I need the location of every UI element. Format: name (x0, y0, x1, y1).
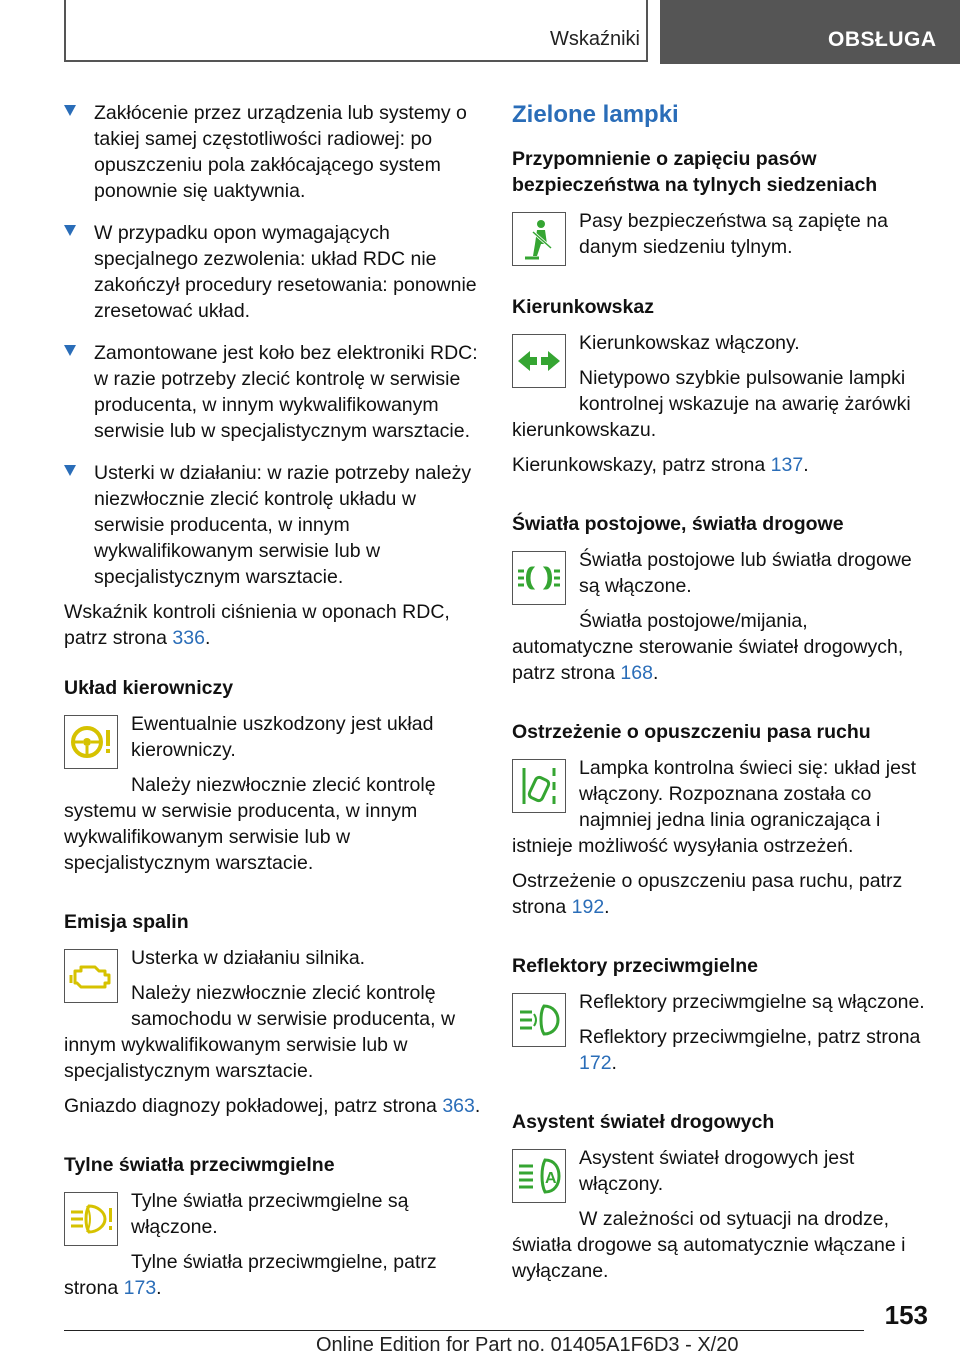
page-link[interactable]: 137 (770, 454, 804, 476)
lane-departure-icon (512, 759, 566, 813)
list-item (64, 460, 484, 590)
steering-warning-icon (64, 715, 118, 769)
chapter-tab (660, 0, 960, 64)
edition-footer: Online Edition for Part no. 01405A1F6D3 - X/20 (316, 1334, 739, 1356)
lamp-entry-front-fog: Reflektory przeciwmgielne są włączone. Reflektory przeciwmgielne, patrz strona 172. (512, 989, 928, 1085)
section-heading-lane: Ostrzeżenie o opuszczeniu pasa ruchu (512, 721, 871, 743)
page-number: 153 (884, 1300, 928, 1330)
page-link[interactable]: 173 (123, 1277, 157, 1299)
green-lamps-heading: Zielone lampki (512, 101, 679, 128)
triangle-bullet-icon (64, 105, 76, 116)
page-link[interactable]: 192 (571, 896, 605, 918)
right-column (512, 100, 928, 1293)
section-heading-parking: Światła postojowe, światła drogowe (512, 513, 844, 535)
section-heading-front-fog: Reflektory przeciwmgielne (512, 955, 758, 977)
list-item (64, 220, 484, 324)
bullet-text: Zakłócenie przez urządzenia lub systemy o takiej samej częstotliwości radiowej: po opuszczeniu pola zakłócającego system ponownie się uaktywnia. (94, 102, 467, 202)
rear-fog-light-icon (64, 1192, 118, 1246)
bullet-text: W przypadku opon wymagających specjalnego zezwolenia: układ RDC nie zakończył procedury resetowania: ponownie zresetować układ. (94, 222, 477, 322)
section-heading-high-beam: Asystent świateł drogowych (512, 1111, 775, 1133)
lamp-entry-lane: Lampka kontrolna świeci się: układ jest włączony. Rozpoznana została co najmniej jedna linia ograniczająca i istnieje możliwość wysyłania ostrzeżeń. Ostrzeżenie o opuszczeniu pasa ruchu, patrz strona 192. (512, 757, 917, 918)
section-heading-turn: Kierunkowskaz (512, 296, 654, 318)
page-link[interactable]: 172 (579, 1052, 612, 1074)
lamp-entry-emission: Usterka w działaniu silnika. Należy niezwłocznie zlecić kontrolę samochodu w serwisie producenta, w innym wykwalifikowanym serwisie lub w specjalistycznym warsztacie. Gniazdo diagnozy pokładowej, patrz strona 363. (64, 947, 481, 1117)
parking-light-icon (512, 551, 566, 605)
section-heading-seatbelt: Przypomnienie o zapięciu pasów bezpieczeństwa na tylnych siedzeniach (512, 148, 878, 196)
page-link[interactable]: 336 (172, 627, 205, 649)
section-title: Wskaźniki (549, 28, 640, 50)
high-beam-assistant-icon (512, 1149, 566, 1203)
page-link[interactable]: 168 (620, 662, 653, 684)
triangle-bullet-icon (64, 345, 76, 356)
list-item (64, 100, 484, 204)
seatbelt-icon (512, 212, 566, 266)
lamp-entry-parking: Światła postojowe lub światła drogowe są włączone. Światła postojowe/mijania, automatyczne sterowanie świateł drogowych, patrz strona 168. (512, 549, 912, 684)
left-column (64, 100, 484, 1310)
turn-signal-arrows-icon (512, 334, 566, 388)
section-heading-steering: Układ kierowniczy (64, 677, 234, 699)
lamp-entry-turn: Kierunkowskaz włączony. Nietypowo szybkie pulsowanie lampki kontrolnej wskazuje na awarię żarówki kierunkowskazu. Kierunkowskazy, patrz strona 137. (512, 332, 911, 476)
page-link[interactable]: 363 (442, 1095, 475, 1117)
engine-check-icon (64, 949, 118, 1003)
lamp-entry-rear-fog: Tylne światła przeciwmgielne są włączone. Tylne światła przeciwmgielne, patrz strona 173. (64, 1190, 437, 1299)
bullet-text: Usterki w działaniu: w razie potrzeby należy niezwłocznie zlecić kontrolę układu w serwisie producenta, w innym wykwalifikowanym serwisie lub w specjalistycznym warsztacie. (94, 462, 472, 588)
lamp-entry-high-beam: A Asystent świateł drogowych jest włączony. W zależności od sytuacji na drodze, światła drogowe są automatycznie włączane i wyłączane. (512, 1147, 906, 1282)
rdc-reference: Wskaźnik kontroli ciśnienia w oponach RDC, patrz strona 336. (64, 601, 450, 649)
chapter-label: OBSŁUGA (828, 28, 937, 51)
section-heading-emission: Emisja spalin (64, 911, 189, 933)
front-fog-light-icon (512, 993, 566, 1047)
footer-divider (64, 1330, 864, 1331)
section-heading-rear-fog: Tylne światła przeciwmgielne (64, 1154, 335, 1176)
lamp-entry-seatbelt: Pasy bezpieczeństwa są zapięte na danym siedzeniu tylnym. (512, 208, 928, 270)
list-item (64, 340, 484, 444)
triangle-bullet-icon (64, 465, 76, 476)
lamp-entry-steering: Ewentualnie uszkodzony jest układ kierowniczy. Należy niezwłocznie zlecić kontrolę systemu w serwisie producenta, w innym wykwalifikowanym serwisie lub w specjalistycznym warsztacie. (64, 713, 436, 874)
svg-text:A: A (545, 1170, 557, 1187)
triangle-bullet-icon (64, 225, 76, 236)
bullet-text: Zamontowane jest koło bez elektroniki RDC: w razie potrzeby zlecić kontrolę w serwisie producenta, w innym wykwalifikowanym serwisie lub w specjalistycznym warsztacie. (94, 342, 478, 442)
